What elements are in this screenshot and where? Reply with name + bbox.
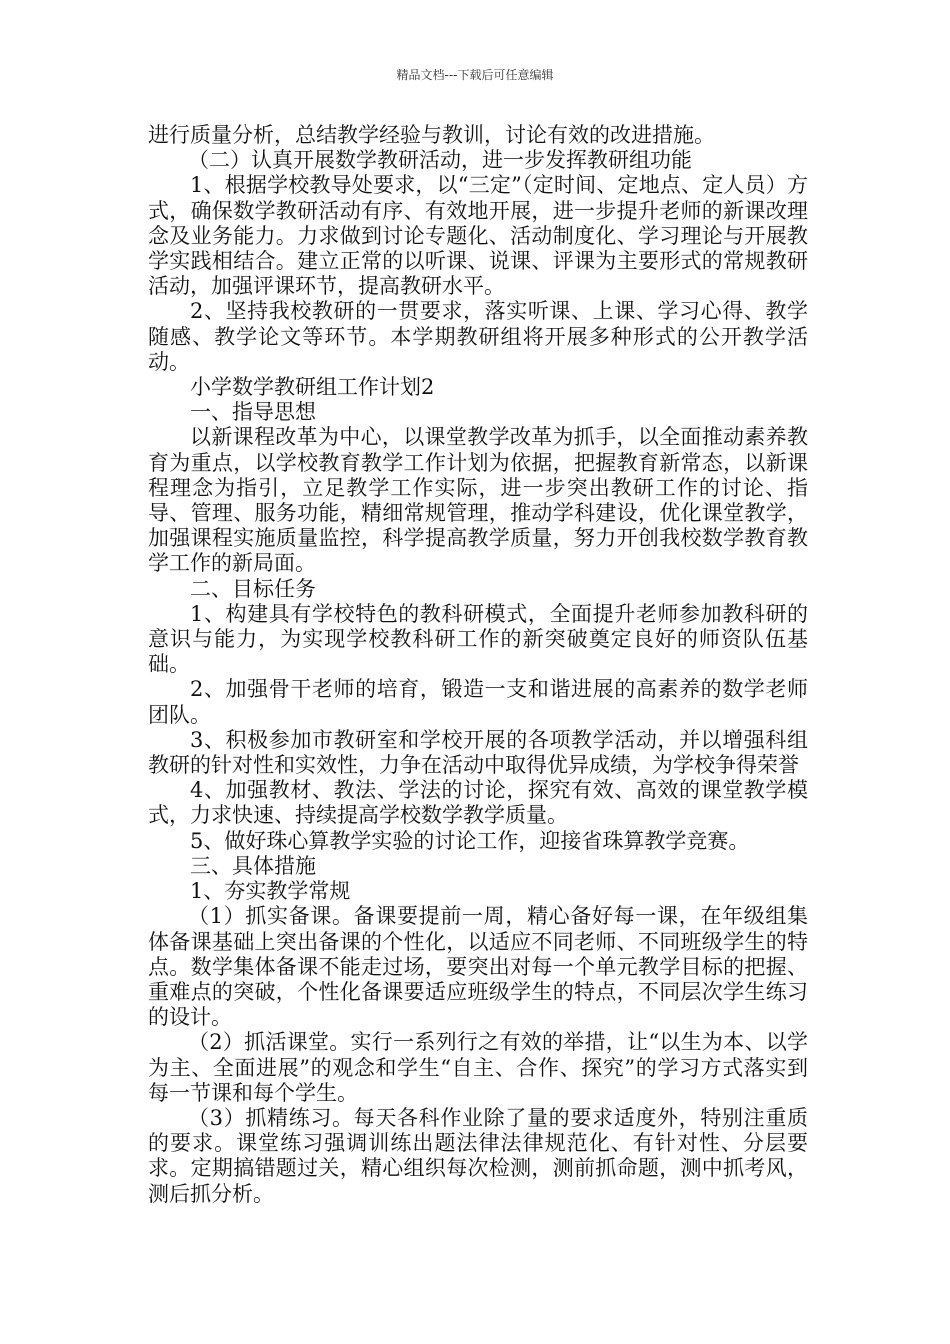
page-header: 精品文档---下载后可任意编辑 [396,68,554,82]
paragraph: 4、加强教材、教法、学法的讨论，探究有效、高效的课堂教学模式，力求快速、持续提高学校数学教学质量。 [148,778,808,828]
section-heading: 二、目标任务 [190,576,316,601]
paragraph: 2、坚持我校教研的一贯要求，落实听课、上课、学习心得、教学随感、教学论文等环节。本学期教研组将开展多种形式的公开教学活动。 [148,299,808,374]
paragraph: 2、加强骨干老师的培育，锻造一支和谐进展的高素养的数学老师团队。 [148,677,808,727]
paragraph: 进行质量分析，总结教学经验与教训，讨论有效的改进措施。 [148,123,715,147]
section-heading: 一、指导思想 [190,400,316,425]
paragraph: 以新课程改革为中心，以课堂教学改革为抓手，以全面推动素养教育为重点，以学校教育教学工作计划为依据，把握教育新常态，以新课程理念为指引，立足教学工作实际，进一步突出教研工作的讨论、指导、管理、服务功能，精细常规管理，推动学科建设，优化课堂教学，加强课程实施质量监控，科学提高教学质量，努力开创我校数学教育教学工作的新局面。 [148,425,808,576]
document-subtitle: 小学数学教研组工作计划2 [190,375,435,400]
paragraph: 3、积极参加市教研室和学校开展的各项教学活动，并以增强科组教研的针对性和实效性，力争在活动中取得优异成绩，为学校争得荣誉 [148,727,808,778]
section-heading: （二）认真开展数学教研活动，进一步发挥教研组功能 [188,148,692,173]
paragraph: （2）抓活课堂。实行一系列行之有效的举措，让“以生为本、以学为主、全面进展”的观念和学生“自主、合作、探究”的学习方式落实到每一节课和每个学生。 [148,1030,808,1105]
section-heading: 三、具体措施 [190,853,316,878]
document-body [148,123,808,1207]
paragraph: 1、根据学校教导处要求，以“三定”（定时间、定地点、定人员）方式，确保数学教研活动有序、有效地开展，进一步提升老师的新课改理念及业务能力。力求做到讨论专题化、活动制度化、学习理论与开展教学实践相结合。建立正常的以听课、说课、评课为主要形式的常规教研活动，加强评课环节，提高教研水平。 [148,173,808,299]
paragraph: （3）抓精练习。每天各科作业除了量的要求适度外，特别注重质的要求。课堂练习强调训练出题法律法律规范化、有针对性、分层要求。定期搞错题过关，精心组织每次检测，测前抓命题，测中抓考风，测后抓分析。 [148,1105,808,1206]
subsection-heading: 1、夯实教学常规 [190,879,351,904]
paragraph: 5、做好珠心算教学实验的讨论工作，迎接省珠算教学竞赛。 [190,828,750,853]
paragraph: （1）抓实备课。备课要提前一周，精心备好每一课，在年级组集体备课基础上突出备课的个性化，以适应不同老师、不同班级学生的特点。数学集体备课不能走过场，要突出对每一个单元教学目标的把握、重难点的突破，个性化备课要适应班级学生的特点，不同层次学生练习的设计。 [148,904,808,1030]
paragraph: 1、构建具有学校特色的教科研模式，全面提升老师参加教科研的意识与能力，为实现学校教科研工作的新突破奠定良好的师资队伍基础。 [148,601,808,677]
